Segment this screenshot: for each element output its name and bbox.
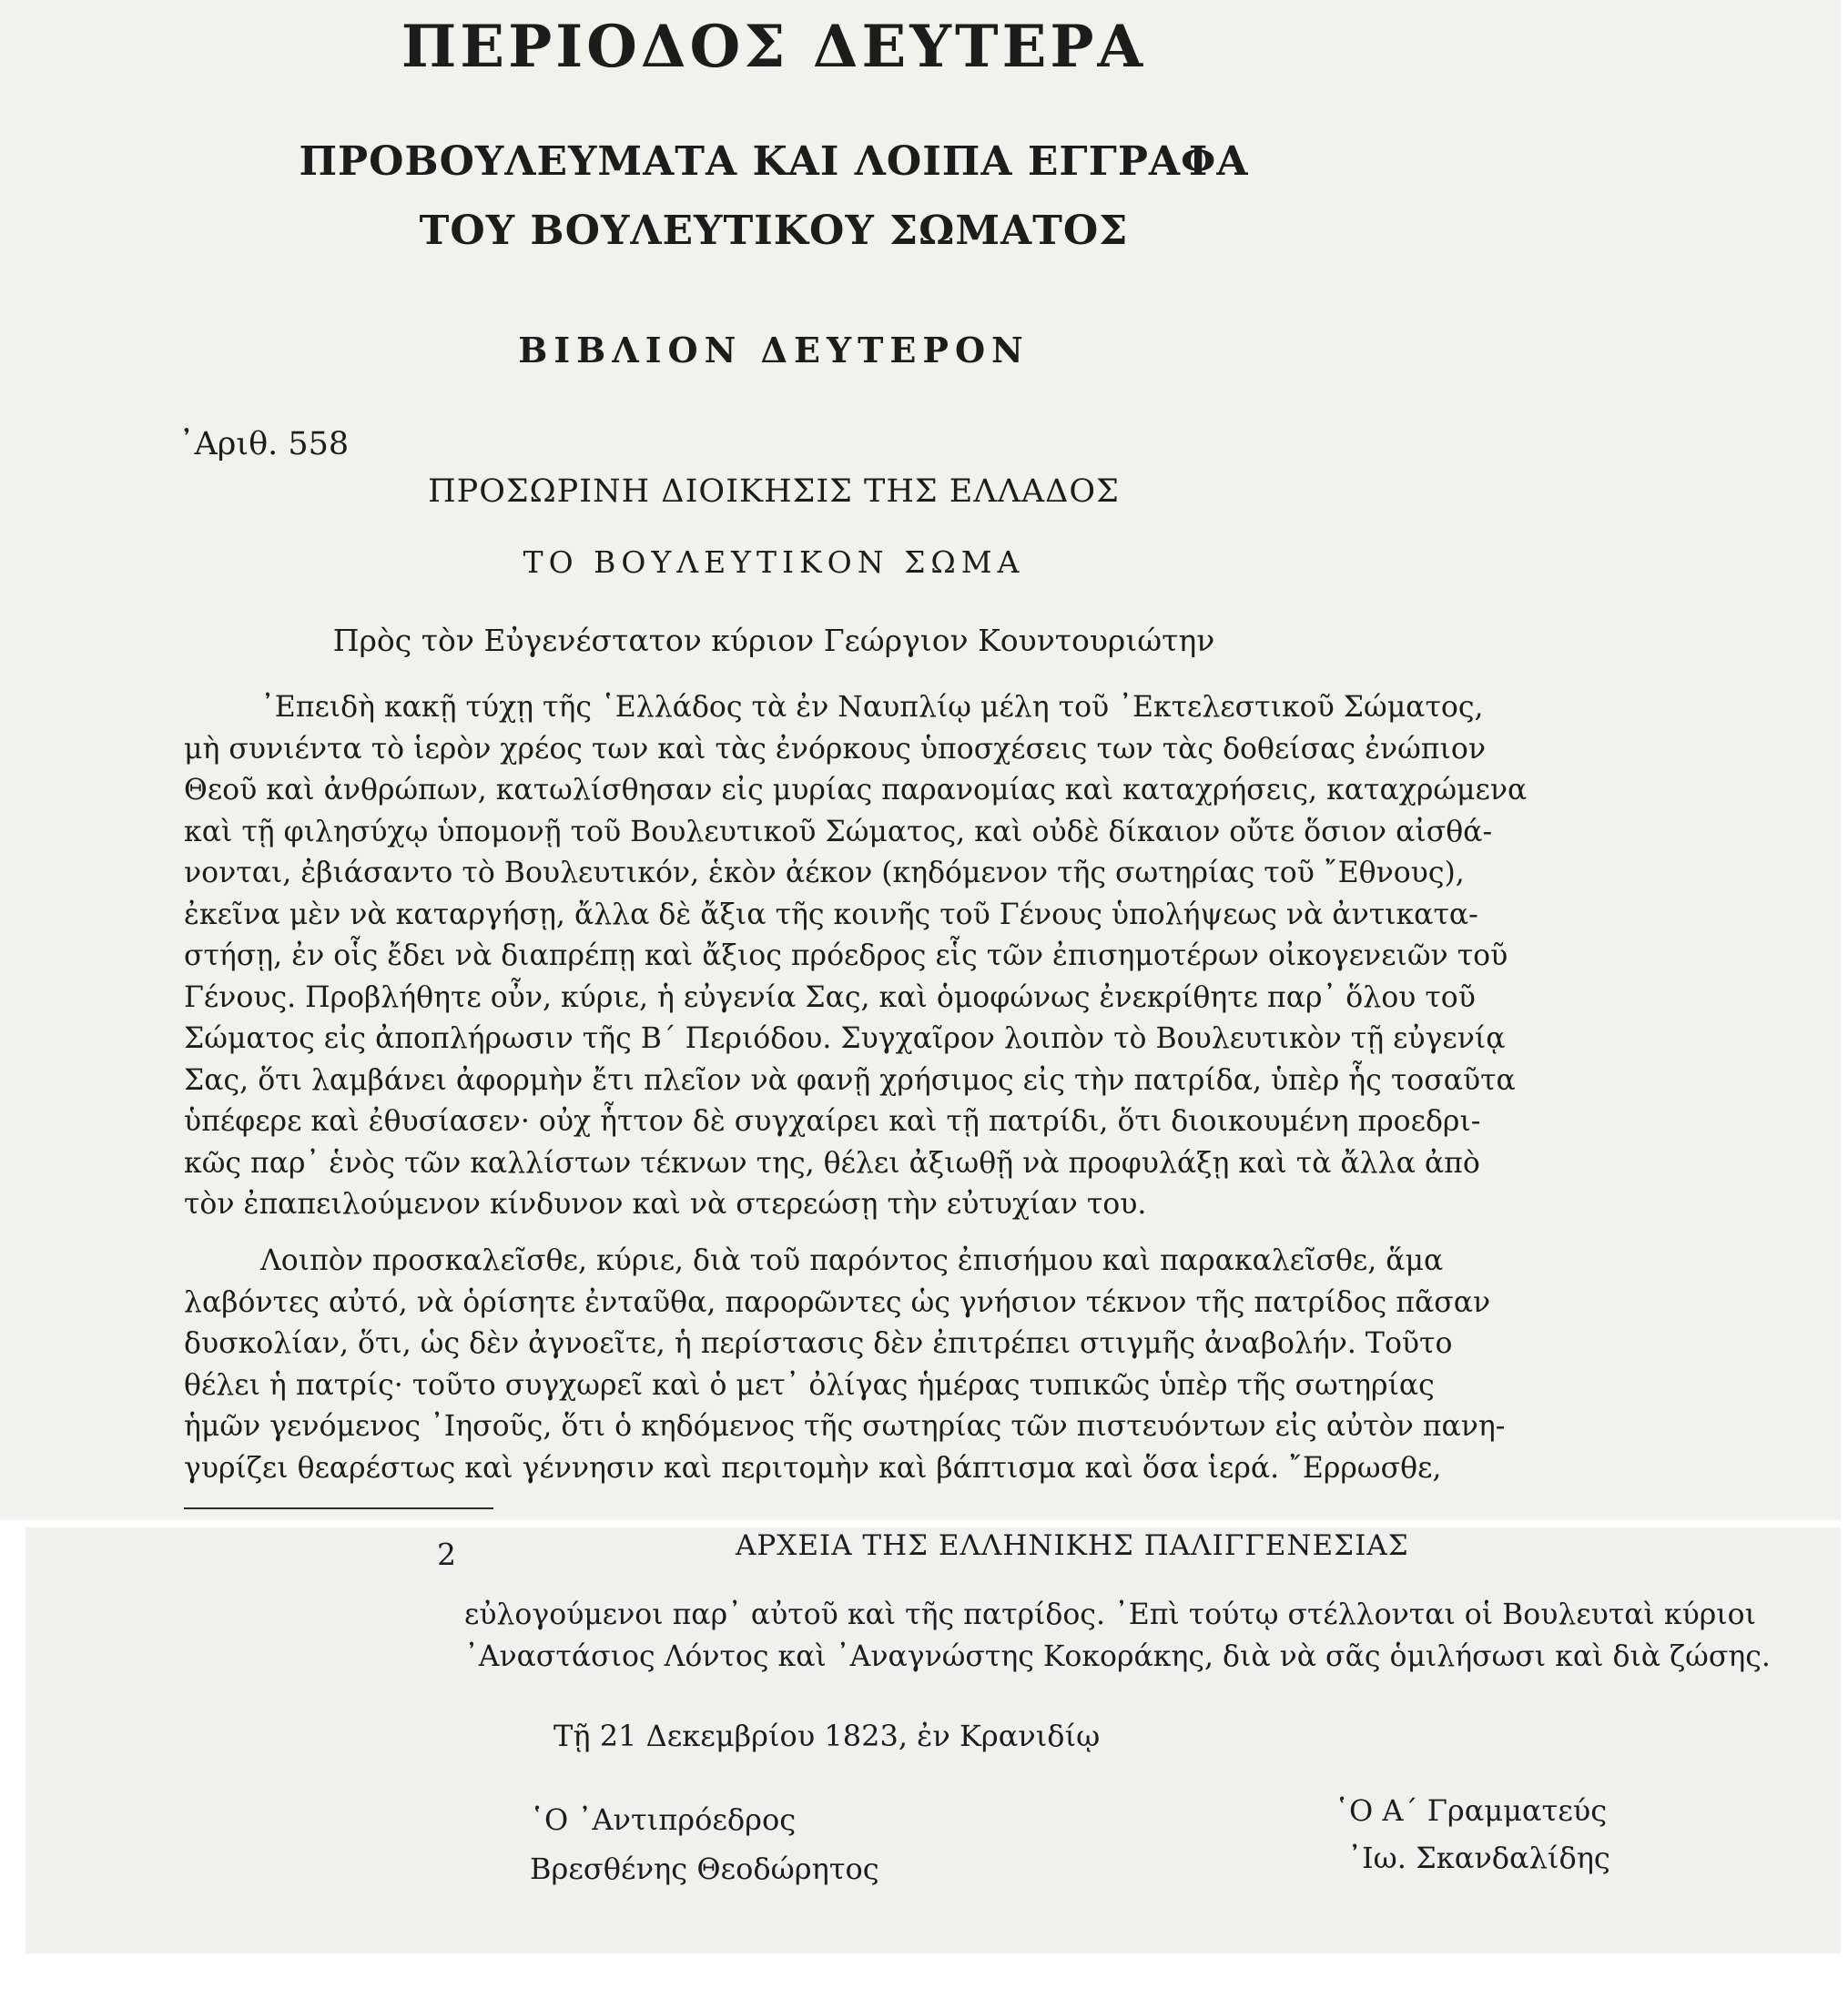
text-line: τὸν ἐπαπειλούμενον κίνδυνον καὶ νὰ στερεώσῃ τὴν εὐτυχίαν του.	[184, 1188, 1147, 1221]
text-line: Θεοῦ καὶ ἀνθρώπων, κατωλίσθησαν εἰς μυρίας παρανομίας καὶ καταχρήσεις, καταχρώμενα	[184, 774, 1528, 807]
text-line: Σώματος εἰς ἀποπλήρωσιν τῆς Β΄ Περιόδου. Συγχαῖρον λοιπὸν τὸ Βουλευτικὸν τῇ εὐγενίᾳ	[184, 1022, 1506, 1055]
signature-right-name: ᾿Ιω. Σκανδαλίδης	[1347, 1841, 1610, 1875]
text-line: Γένους. Προβλήθητε οὖν, κύριε, ἡ εὐγενία Σας, καὶ ὁμοφώνως ἐνεκρίθητε παρ᾿ ὅλου τοῦ	[184, 980, 1476, 1014]
addressee: Πρὸς τὸν Εὐγενέστατον κύριον Γεώργιον Κουντουριώτην	[332, 623, 1215, 658]
paragraph-1	[184, 687, 1528, 1226]
text-line: νονται, ἐβιάσαντο τὸ Βουλευτικόν, ἑκὸν ἀέκον (κηδόμενον τῆς σωτηρίας τοῦ ῎Εθνους),	[184, 857, 1465, 889]
date-place: Τῇ 21 Δεκεμβρίου 1823, ἐν Κρανιδίῳ	[553, 1719, 1101, 1753]
text-line: ᾿Επειδὴ κακῇ τύχῃ τῆς ῾Ελλάδος τὰ ἐν Ναυπλίῳ μέλη τοῦ ᾿Εκτελεστικοῦ Σώματος,	[260, 691, 1484, 724]
section-title-line1: ΠΡΟΒΟΥΛΕΥΜΑΤΑ ΚΑΙ ΛΟΙΠΑ ΕΓΓΡΑΦΑ	[299, 138, 1249, 185]
signature-right-title: ῾Ο Α΄ Γραμματεύς	[1335, 1793, 1608, 1828]
paragraph-3	[464, 1595, 1771, 1678]
text-line: ὑπέφερε καὶ ἐθυσίασεν· οὐχ ἧττον δὲ συγχαίρει καὶ τῇ πατρίδι, ὅτι διοικουμένη προεδρι-	[184, 1105, 1481, 1138]
text-line: μὴ συνιέντα τὸ ἱερὸν χρέος των καὶ τὰς ἐνόρκους ὑποσχέσεις των τὰς δοθείσας ἐνώπιον	[184, 732, 1486, 766]
text-line: δυσκολίαν, ὅτι, ὡς δὲν ἀγνοεῖτε, ἡ περίστασις δὲν ἐπιτρέπει στιγμῆς ἀναβολήν. Τοῦτο	[184, 1327, 1453, 1360]
running-head: ΑΡΧΕΙΑ ΤΗΣ ΕΛΛΗΝΙΚΗΣ ΠΑΛΙΓΓΕΝΕΣΙΑΣ	[736, 1529, 1409, 1562]
text-line: λαβόντες αὐτό, νὰ ὁρίσητε ἐνταῦθα, παρορῶντες ὡς γνήσιον τέκνον τῆς πατρίδος πᾶσαν	[184, 1285, 1491, 1319]
text-line: Σας, ὅτι λαμβάνει ἀφορμὴν ἔτι πλεῖον νὰ φανῇ χρήσιμος εἰς τὴν πατρίδα, ὑπὲρ ἧς τοσαῦτα	[184, 1063, 1516, 1097]
footnote-rule	[184, 1507, 493, 1509]
signature-left-title: ῾Ο ᾿Αντιπρόεδρος	[530, 1802, 797, 1837]
text-line: ἡμῶν γενόμενος ᾿Ιησοῦς, ὅτι ὁ κηδόμενος τῆς σωτηρίας τῶν πιστευόντων εἰς αὐτὸν πανη-	[184, 1410, 1506, 1443]
section-title-line2: ΤΟΥ ΒΟΥΛΕΥΤΙΚΟΥ ΣΩΜΑΤΟΣ	[419, 208, 1129, 254]
text-line: στήσῃ, ἐν οἷς ἔδει νὰ διαπρέπῃ καὶ ἄξιος πρόεδρος εἷς τῶν ἐπισημοτέρων οἰκογενειῶν τοῦ	[184, 939, 1508, 972]
text-line: καὶ τῇ φιλησύχῳ ὑπομονῇ τοῦ Βουλευτικοῦ Σώματος, καὶ οὐδὲ δίκαιον οὔτε ὅσιον αἰσθά-	[184, 815, 1493, 848]
text-line: ᾿Αναστάσιος Λόντος καὶ ᾿Αναγνώστης Κοκοράκης, διὰ νὰ σᾶς ὁμιλήσωσι καὶ διὰ ζώσης.	[464, 1639, 1771, 1673]
text-line: θέλει ἡ πατρίς· τοῦτο συγχωρεῖ καὶ ὁ μετ᾿ ὀλίγας ἡμέρας τυπικῶς ὑπὲρ τῆς σωτηρίας	[184, 1368, 1435, 1402]
issuing-body: ΤΟ ΒΟΥΛΕΥΤΙΚΟΝ ΣΩΜΑ	[523, 544, 1025, 580]
text-line: Λοιπὸν προσκαλεῖσθε, κύριε, διὰ τοῦ παρόντος ἐπισήμου καὶ παρακαλεῖσθε, ἅμα	[260, 1244, 1444, 1277]
paragraph-2	[184, 1241, 1506, 1489]
series-title: ΠΕΡΙΟΔΟΣ ΔΕΥΤΕΡΑ	[401, 13, 1147, 81]
book-title: ΒΙΒΛΙΟΝ ΔΕΥΤΕΡΟΝ	[518, 330, 1030, 370]
signature-left-name: Βρεσθένης Θεοδώρητος	[530, 1852, 879, 1886]
page-number: 2	[437, 1537, 456, 1572]
government-title: ΠΡΟΣΩΡΙΝΗ ΔΙΟΙΚΗΣΙΣ ΤΗΣ ΕΛΛΑΔΟΣ	[428, 473, 1120, 510]
text-line: γυρίζει θεαρέστως καὶ γέννησιν καὶ περιτομὴν καὶ βάπτισμα καὶ ὅσα ἱερά. ῎Ερρωσθε,	[184, 1451, 1442, 1485]
text-line: εὐλογούμενοι παρ᾿ αὐτοῦ καὶ τῆς πατρίδος. ᾿Επὶ τούτῳ στέλλονται οἱ Βουλευταὶ κύριοι	[464, 1598, 1756, 1631]
document-number: ᾿Αριθ. 558	[178, 426, 350, 462]
text-line: κῶς παρ᾿ ἑνὸς τῶν καλλίστων τέκνων της, θέλει ἀξιωθῇ νὰ προφυλάξῃ καὶ τὰ ἄλλα ἀπὸ	[184, 1146, 1480, 1180]
text-line: ἐκεῖνα μὲν νὰ καταργήσῃ, ἄλλα δὲ ἄξια τῆς κοινῆς τοῦ Γένους ὑπολήψεως νὰ ἀντικατα-	[184, 898, 1478, 931]
